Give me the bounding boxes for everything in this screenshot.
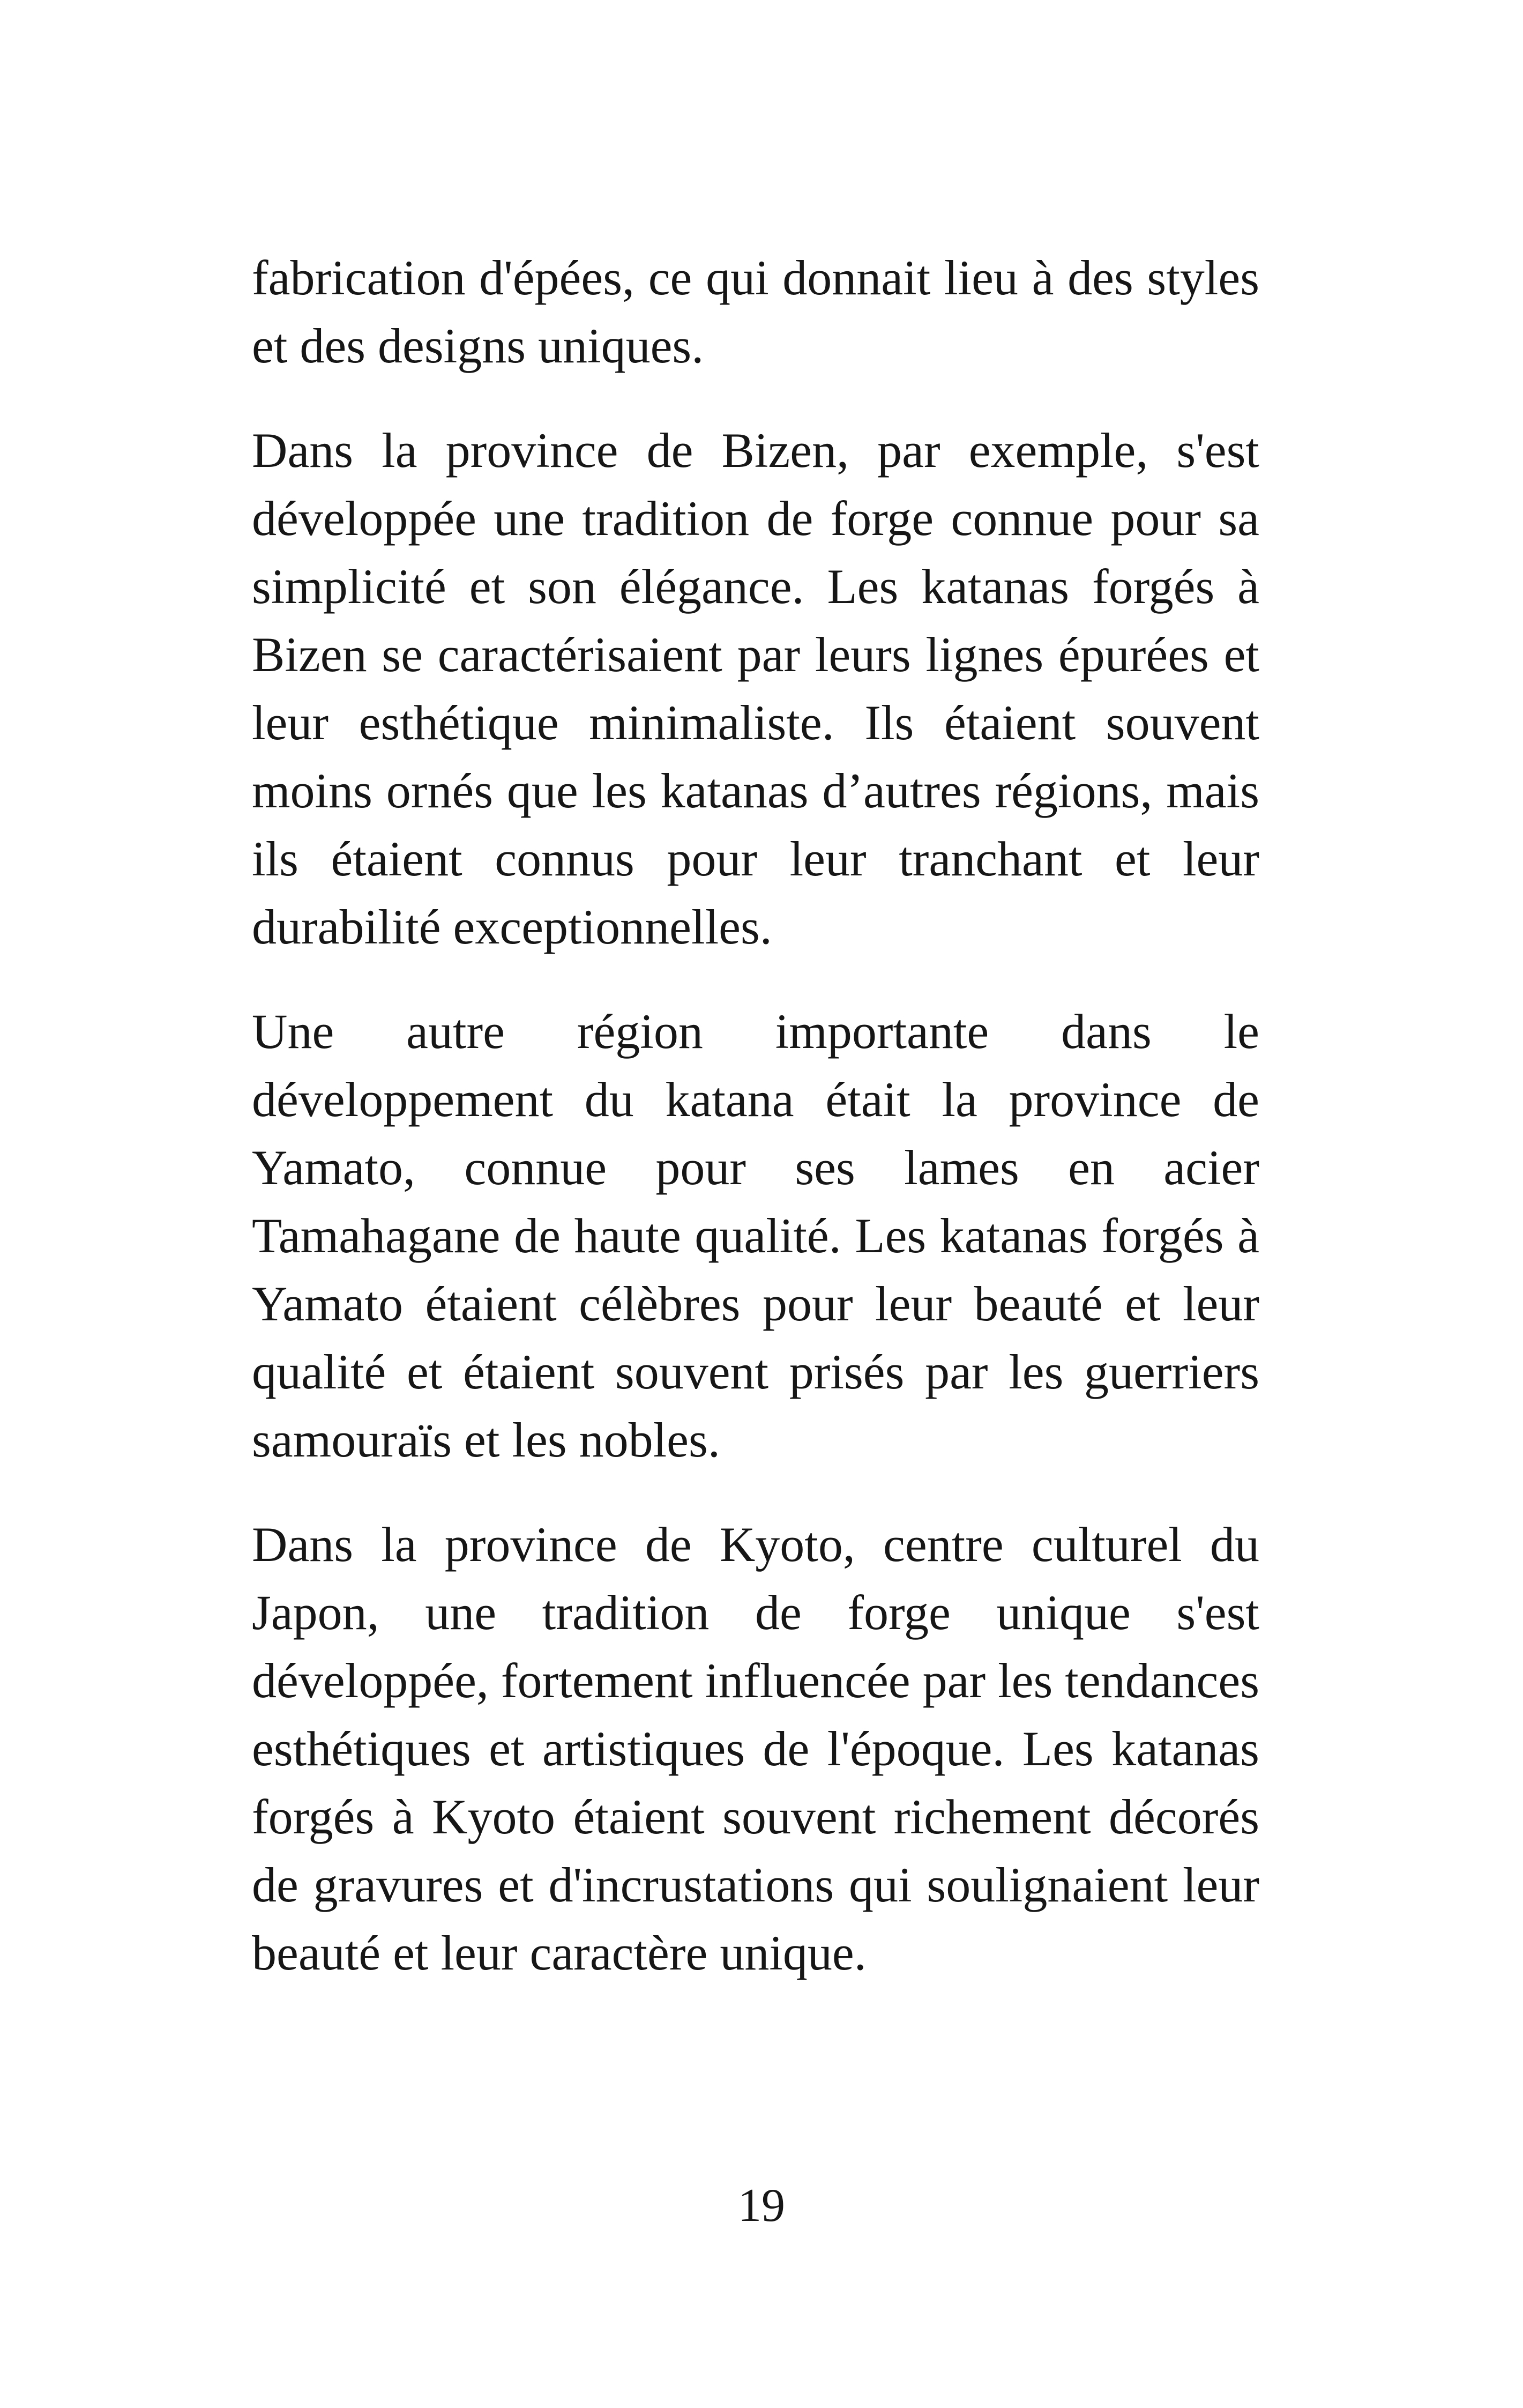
paragraph-3: Une autre région importante dans le développement du katana était la province de Yamato, connue pour ses lames en acier Tamahagane de haute qualité. Les katanas forgés à Yamato étaient célèbres pour leur beauté et leur qualité et étaient souvent prisés par les guerriers samouraïs et les nobles. xyxy=(252,1004,1259,1467)
body-text xyxy=(252,244,1259,1987)
paragraph-2: Dans la province de Bizen, par exemple, s'est développée une tradition de forge connue pour sa simplicité et son élégance. Les katanas forgés à Bizen se caractérisaient par leurs lignes épurées et leur esthétique minimaliste. Ils étaient souvent moins ornés que les katanas d’autres régions, mais ils étaient connus pour leur tranchant et leur durabilité exceptionnelles. xyxy=(252,423,1259,954)
paragraph-4: Dans la province de Kyoto, centre culturel du Japon, une tradition de forge unique s'est développée, fortement influencée par les tendances esthétiques et artistiques de l'époque. Les katanas forgés à Kyoto étaient souvent richement décorés de gravures et d'incrustations qui soulignaient leur beauté et leur caractère unique. xyxy=(252,1517,1259,1980)
paragraph-1: fabrication d'épées, ce qui donnait lieu à des styles et des designs uniques. xyxy=(252,250,1259,373)
page-number: 19 xyxy=(738,2180,785,2232)
